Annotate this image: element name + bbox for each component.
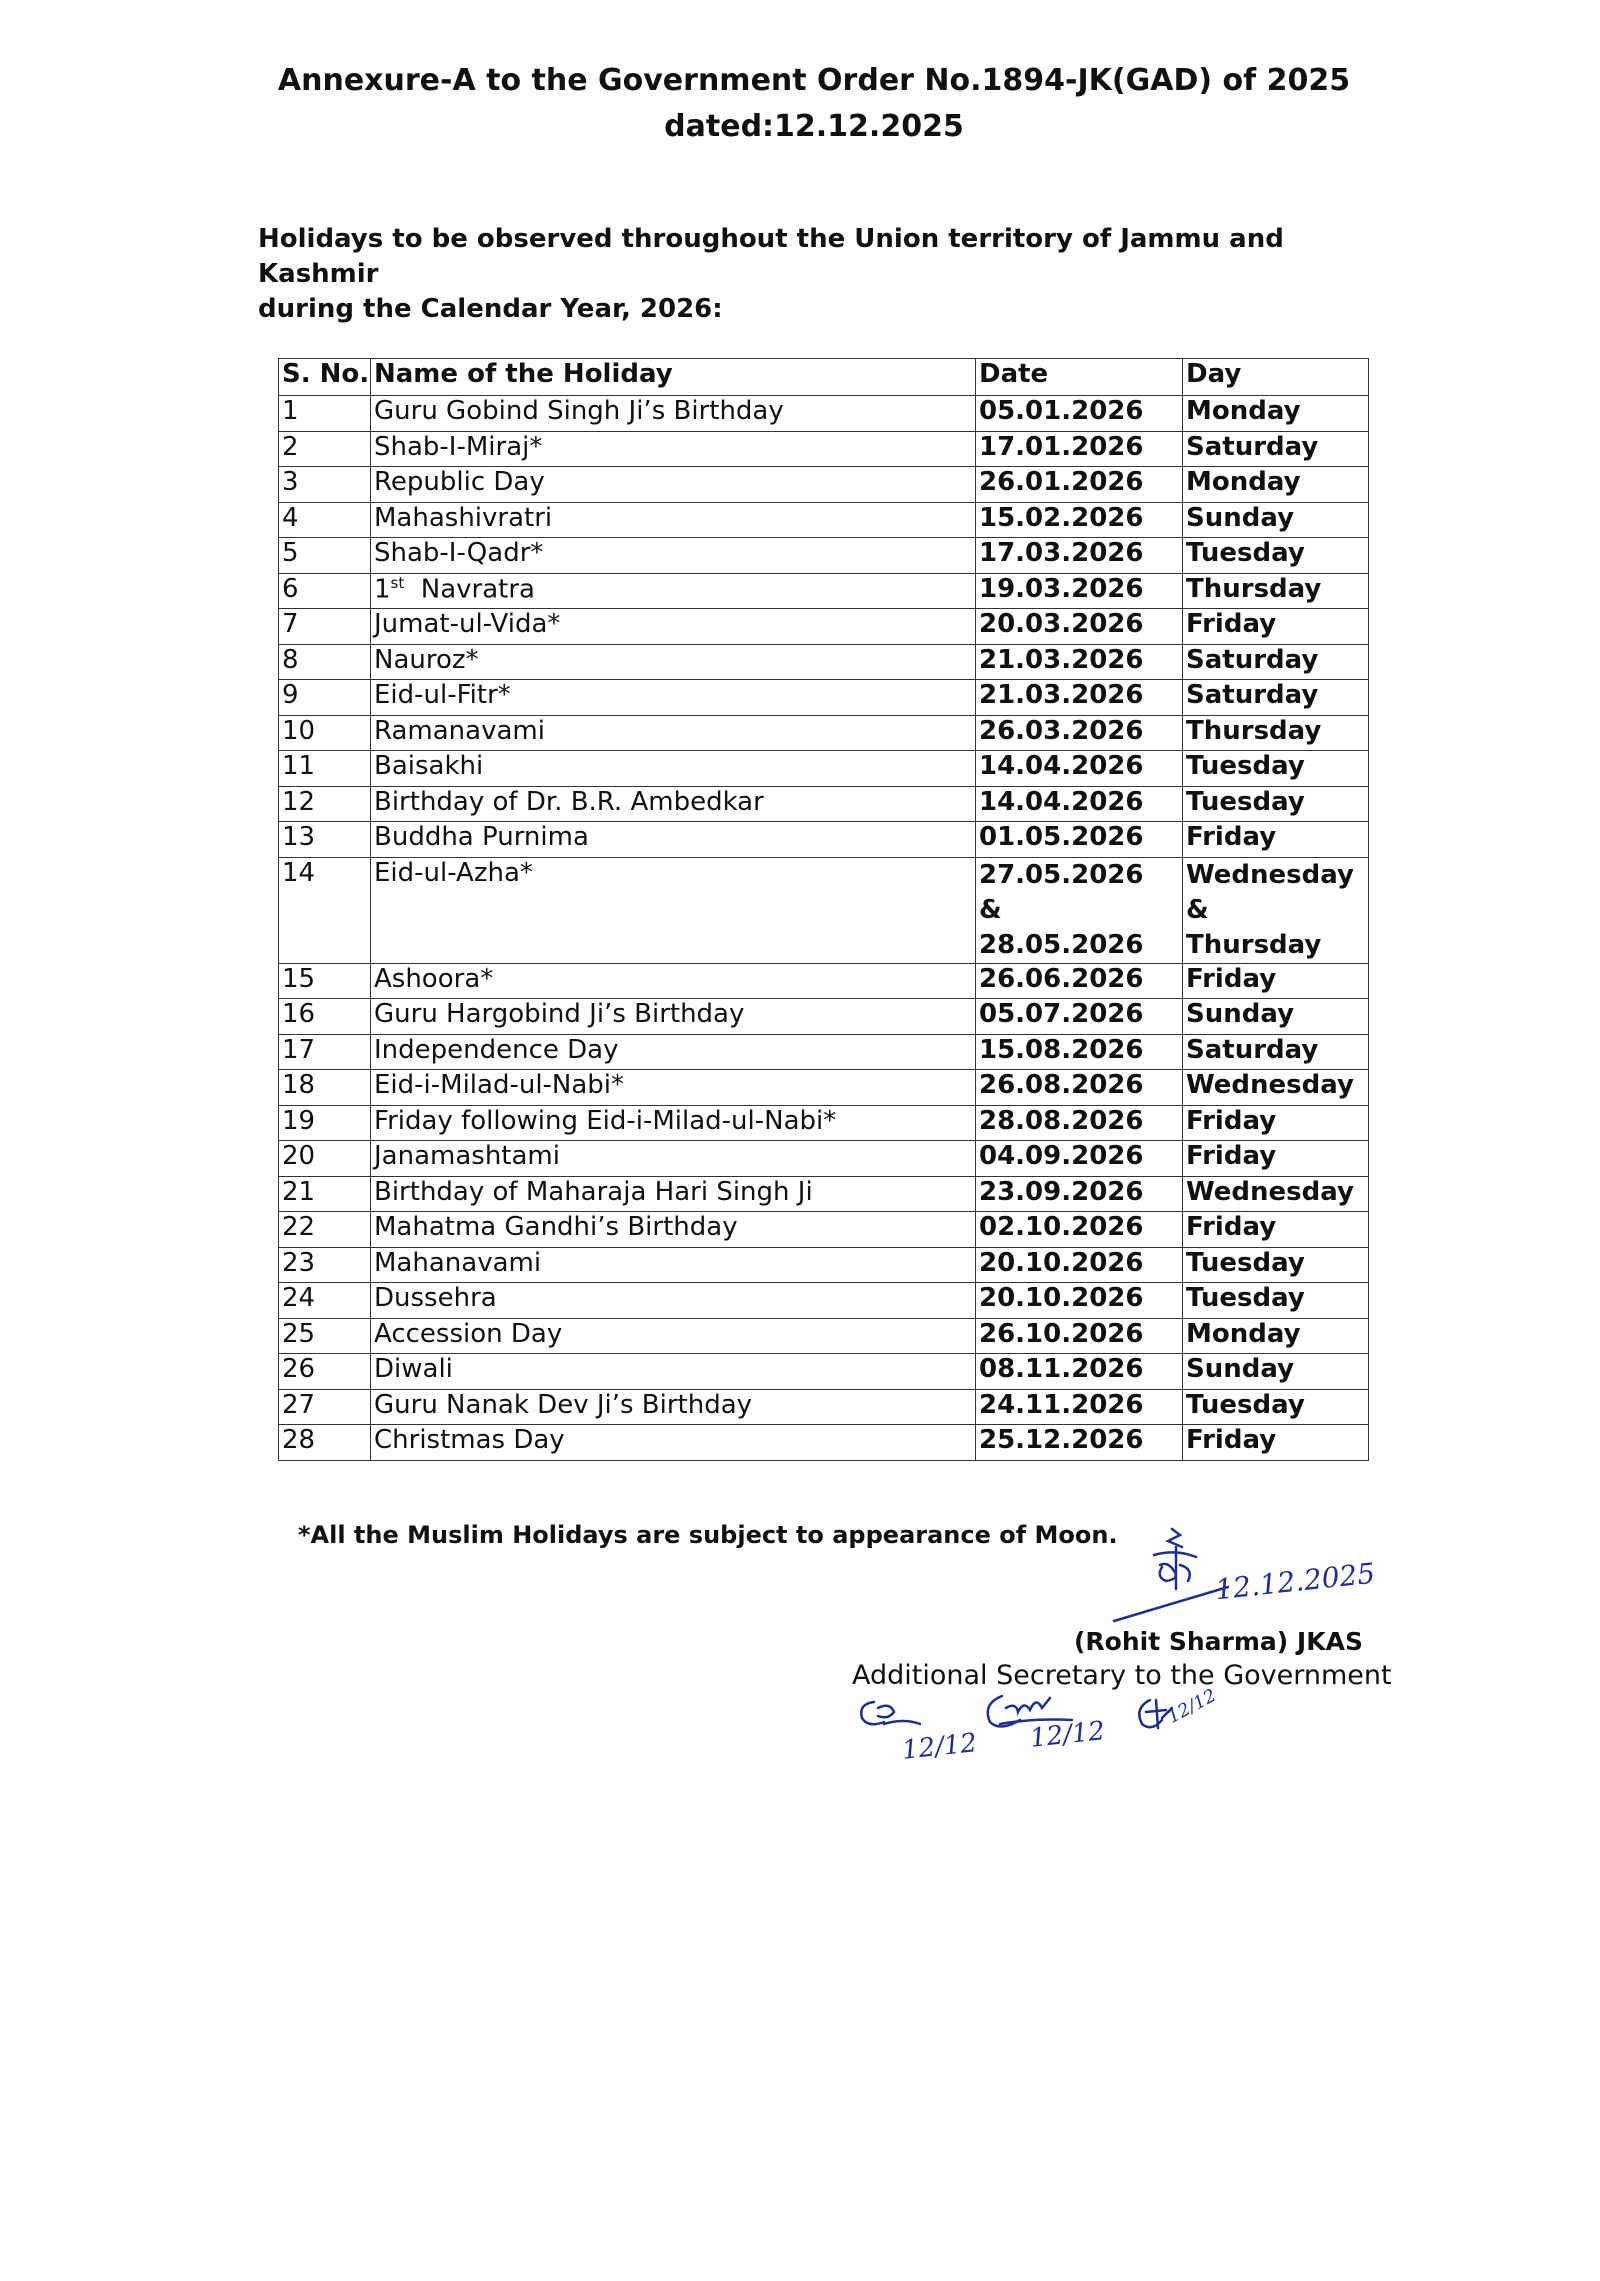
table-row bbox=[279, 502, 1369, 538]
table-row bbox=[279, 822, 1369, 858]
table-row bbox=[279, 751, 1369, 787]
row-holiday-name: Guru Gobind Singh Ji’s Birthday bbox=[371, 396, 976, 432]
row-holiday-name: Christmas Day bbox=[371, 1425, 976, 1461]
row-date: 26.03.2026 bbox=[976, 715, 1183, 751]
row-holiday-name: Dussehra bbox=[371, 1283, 976, 1319]
row-day: Tuesday bbox=[1183, 751, 1369, 787]
table-row bbox=[279, 786, 1369, 822]
row-day: Friday bbox=[1183, 822, 1369, 858]
row-day-ampersand: & bbox=[1186, 894, 1209, 925]
row-date: 26.06.2026 bbox=[976, 963, 1183, 999]
row-sno: 20 bbox=[279, 1141, 371, 1177]
row-date: 15.02.2026 bbox=[976, 502, 1183, 538]
row-day: Tuesday bbox=[1183, 1389, 1369, 1425]
intro-line-1: Holidays to be observed throughout the Union territory of Jammu and Kashmir bbox=[258, 224, 1284, 289]
row-day: Wednesday bbox=[1183, 1070, 1369, 1106]
row-sno: 11 bbox=[279, 751, 371, 787]
table-row bbox=[279, 1354, 1369, 1390]
row-holiday-name: Independence Day bbox=[371, 1034, 976, 1070]
row-holiday-name: Diwali bbox=[371, 1354, 976, 1390]
table-row bbox=[279, 396, 1369, 432]
row-date: 20.10.2026 bbox=[976, 1283, 1183, 1319]
table-row bbox=[279, 715, 1369, 751]
row-day: Friday bbox=[1183, 1141, 1369, 1177]
row-date: 21.03.2026 bbox=[976, 680, 1183, 716]
row-date: 19.03.2026 bbox=[976, 573, 1183, 609]
row-day: Thursday bbox=[1183, 573, 1369, 609]
table-row bbox=[279, 1105, 1369, 1141]
row-date: 05.01.2026 bbox=[976, 396, 1183, 432]
row-sno: 24 bbox=[279, 1283, 371, 1319]
initial-date-1: 12/12 bbox=[900, 1728, 979, 1766]
initial-mark-1 bbox=[854, 1694, 934, 1734]
table-header-row bbox=[279, 359, 1369, 396]
row-sno: 28 bbox=[279, 1425, 371, 1461]
row-sno: 15 bbox=[279, 963, 371, 999]
row-date: 17.01.2026 bbox=[976, 431, 1183, 467]
row-day: Sunday bbox=[1183, 1354, 1369, 1390]
row-holiday-name: Ashoora* bbox=[371, 963, 976, 999]
row-day: Tuesday bbox=[1183, 1247, 1369, 1283]
holiday-name-number: 1 bbox=[374, 574, 391, 605]
row-holiday-name: Nauroz* bbox=[371, 644, 976, 680]
row-date bbox=[976, 857, 1183, 963]
row-holiday-name: Baisakhi bbox=[371, 751, 976, 787]
intro-line-2: during the Calendar Year, 2026: bbox=[258, 294, 723, 324]
row-holiday-name: Guru Hargobind Ji’s Birthday bbox=[371, 999, 976, 1035]
header-sno: S. No. bbox=[279, 359, 371, 396]
row-date: 26.08.2026 bbox=[976, 1070, 1183, 1106]
row-sno: 3 bbox=[279, 467, 371, 503]
title-line-2: dated:12.12.2025 bbox=[664, 109, 964, 144]
row-holiday-name: Buddha Purnima bbox=[371, 822, 976, 858]
header-day: Day bbox=[1183, 359, 1369, 396]
row-day: Monday bbox=[1183, 467, 1369, 503]
row-day: Monday bbox=[1183, 396, 1369, 432]
header-name: Name of the Holiday bbox=[371, 359, 976, 396]
row-day: Saturday bbox=[1183, 1034, 1369, 1070]
footnote: *All the Muslim Holidays are subject to appearance of Moon. bbox=[298, 1521, 1118, 1549]
row-sno: 23 bbox=[279, 1247, 371, 1283]
row-date: 08.11.2026 bbox=[976, 1354, 1183, 1390]
row-holiday-name: Republic Day bbox=[371, 467, 976, 503]
row-sno: 1 bbox=[279, 396, 371, 432]
row-day: Saturday bbox=[1183, 680, 1369, 716]
table-row bbox=[279, 1283, 1369, 1319]
row-day: Saturday bbox=[1183, 644, 1369, 680]
table-row bbox=[279, 680, 1369, 716]
holiday-table bbox=[278, 358, 1369, 1461]
signatory-designation: Additional Secretary to the Government bbox=[852, 1660, 1392, 1691]
row-day: Tuesday bbox=[1183, 1283, 1369, 1319]
table-row bbox=[279, 1070, 1369, 1106]
row-sno: 14 bbox=[279, 857, 371, 963]
row-sno: 27 bbox=[279, 1389, 371, 1425]
intro-text bbox=[258, 222, 1378, 327]
row-day: Tuesday bbox=[1183, 538, 1369, 574]
row-date: 20.03.2026 bbox=[976, 609, 1183, 645]
row-sno: 25 bbox=[279, 1318, 371, 1354]
row-date: 25.12.2026 bbox=[976, 1425, 1183, 1461]
header-date: Date bbox=[976, 359, 1183, 396]
row-holiday-name: Birthday of Dr. B.R. Ambedkar bbox=[371, 786, 976, 822]
row-holiday-name: Ramanavami bbox=[371, 715, 976, 751]
row-date: 20.10.2026 bbox=[976, 1247, 1183, 1283]
row-holiday-name: Friday following Eid-i-Milad-ul-Nabi* bbox=[371, 1105, 976, 1141]
table-row bbox=[279, 538, 1369, 574]
table-row bbox=[279, 1034, 1369, 1070]
row-sno: 26 bbox=[279, 1354, 371, 1390]
row-sno: 19 bbox=[279, 1105, 371, 1141]
document-title bbox=[0, 58, 1600, 150]
row-day: Friday bbox=[1183, 1105, 1369, 1141]
table-row bbox=[279, 467, 1369, 503]
row-sno: 10 bbox=[279, 715, 371, 751]
row-day-second: Thursday bbox=[1186, 929, 1322, 960]
row-sno: 5 bbox=[279, 538, 371, 574]
row-day: Sunday bbox=[1183, 999, 1369, 1035]
row-day: Tuesday bbox=[1183, 786, 1369, 822]
holiday-name-ordinal: st bbox=[390, 573, 405, 592]
table-row bbox=[279, 963, 1369, 999]
row-date: 17.03.2026 bbox=[976, 538, 1183, 574]
row-day: Friday bbox=[1183, 963, 1369, 999]
row-date: 01.05.2026 bbox=[976, 822, 1183, 858]
table-row bbox=[279, 1318, 1369, 1354]
table-row bbox=[279, 431, 1369, 467]
row-sno: 13 bbox=[279, 822, 371, 858]
row-day: Friday bbox=[1183, 609, 1369, 645]
row-day: Wednesday bbox=[1183, 1176, 1369, 1212]
row-sno: 8 bbox=[279, 644, 371, 680]
row-sno: 16 bbox=[279, 999, 371, 1035]
row-holiday-name: Shab-I-Miraj* bbox=[371, 431, 976, 467]
handwritten-date: 12.12.2025 bbox=[1213, 1556, 1377, 1607]
row-day: Sunday bbox=[1183, 502, 1369, 538]
row-holiday-name: Mahanavami bbox=[371, 1247, 976, 1283]
row-date: 23.09.2026 bbox=[976, 1176, 1183, 1212]
table-row bbox=[279, 857, 1369, 963]
holiday-name-text: Navratra bbox=[420, 574, 535, 605]
initial-date-3: 12/12 bbox=[1164, 1685, 1220, 1728]
row-date: 14.04.2026 bbox=[976, 751, 1183, 787]
row-holiday-name: Guru Nanak Dev Ji’s Birthday bbox=[371, 1389, 976, 1425]
row-date-ampersand: & bbox=[979, 894, 1002, 925]
table-row bbox=[279, 1247, 1369, 1283]
row-holiday-name: Mahatma Gandhi’s Birthday bbox=[371, 1212, 976, 1248]
row-day bbox=[1183, 857, 1369, 963]
table-row bbox=[279, 1141, 1369, 1177]
row-holiday-name: Shab-I-Qadr* bbox=[371, 538, 976, 574]
table-row bbox=[279, 1212, 1369, 1248]
row-date: 21.03.2026 bbox=[976, 644, 1183, 680]
row-sno: 12 bbox=[279, 786, 371, 822]
row-day: Monday bbox=[1183, 1318, 1369, 1354]
row-sno: 9 bbox=[279, 680, 371, 716]
row-holiday-name: Birthday of Maharaja Hari Singh Ji bbox=[371, 1176, 976, 1212]
row-date: 05.07.2026 bbox=[976, 999, 1183, 1035]
row-date: 28.08.2026 bbox=[976, 1105, 1183, 1141]
initial-date-2: 12/12 bbox=[1028, 1716, 1107, 1754]
table-row bbox=[279, 1425, 1369, 1461]
row-date: 15.08.2026 bbox=[976, 1034, 1183, 1070]
row-day: Friday bbox=[1183, 1425, 1369, 1461]
row-sno: 2 bbox=[279, 431, 371, 467]
row-sno: 6 bbox=[279, 573, 371, 609]
row-date-second: 28.05.2026 bbox=[979, 929, 1144, 960]
row-date: 26.01.2026 bbox=[976, 467, 1183, 503]
row-sno: 21 bbox=[279, 1176, 371, 1212]
row-holiday-name: Janamashtami bbox=[371, 1141, 976, 1177]
row-holiday-name: Jumat-ul-Vida* bbox=[371, 609, 976, 645]
row-date-first: 27.05.2026 bbox=[979, 859, 1144, 890]
table-row bbox=[279, 999, 1369, 1035]
row-date: 02.10.2026 bbox=[976, 1212, 1183, 1248]
row-date: 26.10.2026 bbox=[976, 1318, 1183, 1354]
title-line-1: Annexure-A to the Government Order No.1894-JK(GAD) of 2025 bbox=[277, 63, 1351, 98]
row-date: 24.11.2026 bbox=[976, 1389, 1183, 1425]
row-date: 04.09.2026 bbox=[976, 1141, 1183, 1177]
row-sno: 18 bbox=[279, 1070, 371, 1106]
row-sno: 22 bbox=[279, 1212, 371, 1248]
table-row bbox=[279, 609, 1369, 645]
row-sno: 7 bbox=[279, 609, 371, 645]
row-day: Friday bbox=[1183, 1212, 1369, 1248]
table-row bbox=[279, 1389, 1369, 1425]
row-sno: 4 bbox=[279, 502, 371, 538]
row-holiday-name bbox=[371, 573, 976, 609]
row-date: 14.04.2026 bbox=[976, 786, 1183, 822]
table-row bbox=[279, 1176, 1369, 1212]
row-day-first: Wednesday bbox=[1186, 859, 1354, 890]
row-holiday-name: Eid-i-Milad-ul-Nabi* bbox=[371, 1070, 976, 1106]
row-holiday-name: Eid-ul-Fitr* bbox=[371, 680, 976, 716]
row-holiday-name: Eid-ul-Azha* bbox=[371, 857, 976, 963]
table-row bbox=[279, 644, 1369, 680]
row-holiday-name: Mahashivratri bbox=[371, 502, 976, 538]
signatory-name: (Rohit Sharma) JKAS bbox=[1074, 1627, 1363, 1656]
row-day: Saturday bbox=[1183, 431, 1369, 467]
row-holiday-name: Accession Day bbox=[371, 1318, 976, 1354]
table-row bbox=[279, 573, 1369, 609]
row-day: Thursday bbox=[1183, 715, 1369, 751]
row-sno: 17 bbox=[279, 1034, 371, 1070]
